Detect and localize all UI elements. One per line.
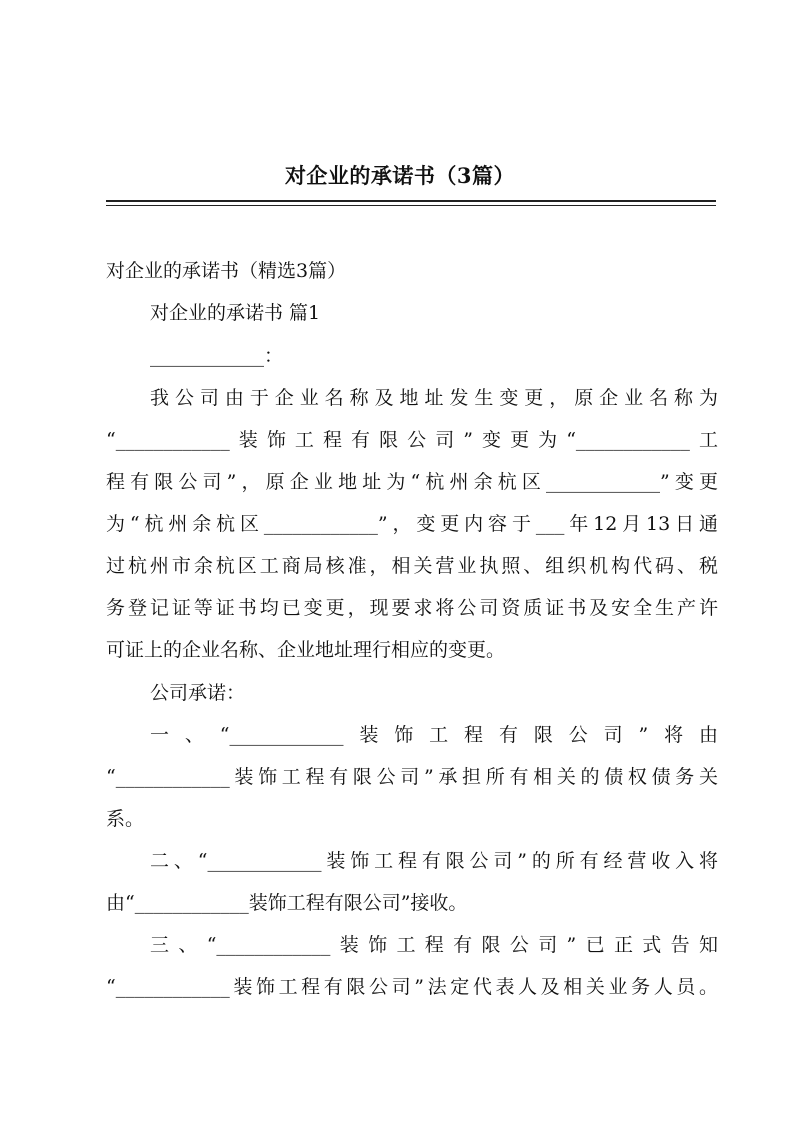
body-line: 过杭州市余杭区工商局核准，相关营业执照、组织机构代码、税	[106, 555, 718, 577]
document-title: 对企业的承诺书（3篇）	[284, 163, 516, 188]
body-line: “____________装饰工程有限公司”变更为“____________工	[106, 429, 718, 451]
promise-3-line: “____________装饰工程有限公司”法定代表人及相关业务人员。	[106, 976, 718, 998]
promise-heading: 公司承诺：	[150, 682, 246, 704]
promise-1-line: 一、“____________装饰工程有限公司”将由	[150, 724, 718, 746]
promise-2-line: 由“____________装饰工程有限公司”接收。	[106, 892, 468, 914]
body-line: 务登记证等证书均已变更，现要求将公司资质证书及安全生产许	[106, 597, 718, 619]
promise-2-line: 二、“____________装饰工程有限公司”的所有经营收入将	[150, 850, 718, 872]
body-line: 我公司由于企业名称及地址发生变更，原企业名称为	[150, 387, 718, 409]
section-heading: 对企业的承诺书 篇1	[150, 302, 321, 324]
promise-1-line: “____________装饰工程有限公司”承担所有相关的债权债务关	[106, 766, 718, 788]
salutation-line: ____________：	[150, 345, 284, 367]
promise-1-line: 系。	[106, 808, 145, 830]
promise-3-line: 三、“____________装饰工程有限公司”已正式告知	[150, 934, 718, 956]
title-divider	[106, 200, 716, 206]
body-line: 为“杭州余杭区____________”，变更内容于___年12月13日通	[106, 513, 718, 535]
body-line: 程有限公司”，原企业地址为“杭州余杭区____________”变更	[106, 471, 718, 493]
body-line: 可证上的企业名称、企业地址理行相应的变更。	[106, 639, 506, 661]
document-subtitle: 对企业的承诺书（精选3篇）	[106, 260, 347, 282]
